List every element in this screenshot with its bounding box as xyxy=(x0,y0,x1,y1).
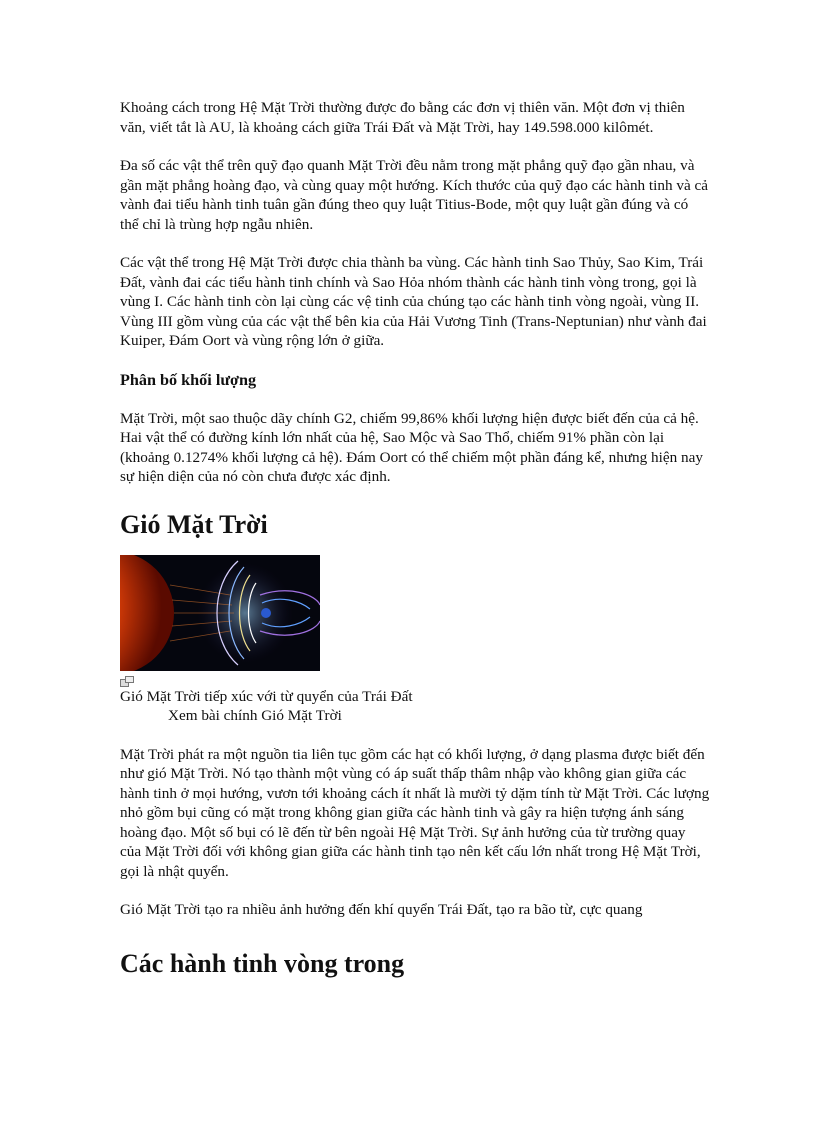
mass-distribution-paragraph: Mặt Trời, một sao thuộc dãy chính G2, chiếm 99,86% khối lượng hiện được biết đến của cả hệ. Hai vật thể có đường kính lớn nhất của hệ, Sao Mộc và Sao Thổ, chiếm 91% phần còn lại (khoảng 0.1274% khối lượng cả hệ). Đám Oort có thể chiếm một phần đáng kể, nhưng hiện nay sự hiện diện của nó còn chưa được xác định. xyxy=(120,409,703,485)
document-page xyxy=(120,98,710,980)
intro-paragraph-3: Các vật thể trong Hệ Mặt Trời được chia thành ba vùng. Các hành tinh Sao Thủy, Sao Kim, Trái Đất, vành đai các tiểu hành tinh chính và Sao Hỏa nhóm thành các hành tinh vòng trong, gọi là vùng I. Các hành tinh còn lại cùng các vệ tinh của chúng tạo các hành tinh vòng ngoài, vùng II. Vùng III gồm vùng của các vật thể bên kia của Hải Vương Tinh (Trans-Neptunian) như vành đai Kuiper, Đám Oort và vùng rộng lớn ở giữa. xyxy=(120,254,707,349)
main-article-link[interactable]: Xem bài chính Gió Mặt Trời xyxy=(168,707,342,724)
solar-wind-paragraph-2: Gió Mặt Trời tạo ra nhiều ảnh hưởng đến khí quyển Trái Đất, tạo ra bão từ, cực quang xyxy=(120,901,643,918)
figure-caption: Gió Mặt Trời tiếp xúc với từ quyển của Trái Đất xyxy=(120,687,413,705)
intro-paragraph-2: Đa số các vật thể trên quỹ đạo quanh Mặt Trời đều nằm trong mặt phẳng quỹ đạo gần nhau, và gần mặt phẳng hoàng đạo, và cùng quay một hướng. Kích thước của quỹ đạo các hành tinh và cả vành đai tiểu hành tinh tuân gần đúng theo quy luật Titius-Bode, một quy luật gần đúng và có thể chỉ là trùng hợp ngẫu nhiên. xyxy=(120,157,708,233)
solar-wind-figure xyxy=(120,555,320,671)
solar-wind-paragraph-1: Mặt Trời phát ra một nguồn tia liên tục gồm các hạt có khối lượng, ở dạng plasma được biết đến như gió Mặt Trời. Nó tạo thành một vùng có áp suất thấp thâm nhập vào không gian giữa các hành tinh ở mọi hướng, vươn tới khoảng cách ít nhất là mười tỷ dặm tính từ Mặt Trời. Các lượng nhỏ gồm bụi cũng có mặt trong không gian giữa các hành tinh và gây ra hiện tượng ánh sáng hoàng đạo. Một số bụi có lẽ đến từ bên ngoài Hệ Mặt Trời. Sự ảnh hưởng của từ trường quay của Mặt Trời đối với không gian giữa các hành tinh tạo nên kết cấu lớn nhất trong Hệ Mặt Trời, gọi là nhật quyển. xyxy=(120,745,710,880)
solar-wind-heading: Gió Mặt Trời xyxy=(120,509,268,539)
intro-paragraph-1: Khoảng cách trong Hệ Mặt Trời thường được đo bằng các đơn vị thiên văn. Một đơn vị thiên văn, viết tắt là AU, là khoảng cách giữa Trái Đất và Mặt Trời, hay 149.598.000 kilômét. xyxy=(120,99,685,136)
enlarge-icon[interactable] xyxy=(120,676,134,687)
mass-distribution-heading: Phân bố khối lượng xyxy=(120,370,257,389)
solar-wind-magnetosphere-image xyxy=(120,555,320,671)
inner-planets-heading: Các hành tinh vòng trong xyxy=(120,948,405,978)
